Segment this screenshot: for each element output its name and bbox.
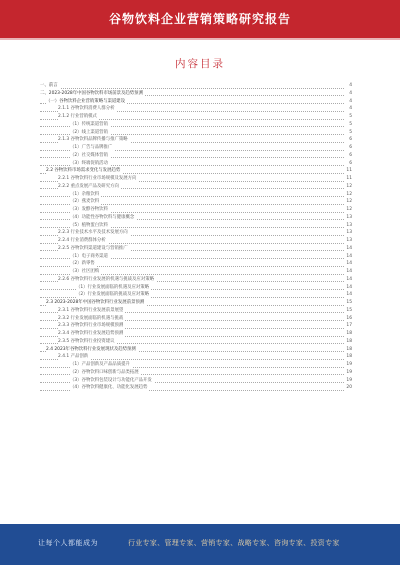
toc-entry-label: 2.2.3 行业技术水平及技术发展方向	[58, 230, 128, 236]
toc-entry-label: 2.2.6 谷物饮料行业发展的机遇与挑战及应对策略	[58, 276, 154, 282]
toc-entry-page: 20	[346, 385, 352, 391]
toc-entry-page: 14	[346, 253, 352, 259]
table-of-contents	[40, 82, 352, 392]
toc-entry[interactable]	[40, 136, 352, 144]
toc-entry-label: 2.4 2023年谷物饮料行业发展现状及趋势预测	[46, 346, 136, 352]
toc-entry[interactable]	[40, 260, 352, 268]
toc-entry-label: 2.4.1 产品创新	[58, 354, 89, 360]
toc-entry-label: 2.1.3 谷物饮料品牌传播与推广策略	[58, 137, 128, 143]
toc-entry-page: 5	[349, 114, 352, 119]
toc-entry[interactable]	[40, 291, 352, 299]
toc-entry-page: 18	[346, 354, 352, 360]
toc-entry-page: 12	[346, 199, 352, 205]
toc-entry[interactable]	[40, 361, 352, 369]
toc-entry-label: （一）谷物饮料企业营销策略与渠道建设	[46, 98, 126, 104]
toc-entry[interactable]	[40, 377, 352, 385]
footer-slogan: 让每个人都能成为	[38, 539, 98, 547]
toc-entry[interactable]	[40, 315, 352, 323]
toc-entry-page: 6	[349, 152, 352, 158]
toc-entry-label: （3）发酵谷物饮料	[70, 207, 108, 212]
toc-entry[interactable]	[40, 299, 352, 307]
toc-entry[interactable]	[40, 82, 352, 90]
toc-entry[interactable]	[40, 152, 352, 160]
toc-entry-page: 6	[349, 160, 352, 166]
toc-entry-label: 一、前言	[40, 83, 58, 88]
toc-entry-page: 4	[349, 98, 352, 104]
toc-entry-label: （3）谷物饮料包装设计与功能化产品开发	[70, 377, 152, 383]
toc-entry-page: 12	[346, 191, 352, 197]
toc-entry-page: 19	[346, 362, 352, 367]
toc-entry-label: （2）社交媒体营销	[70, 152, 108, 158]
toc-entry-page: 13	[346, 230, 352, 236]
toc-entry[interactable]	[40, 105, 352, 113]
toc-entry[interactable]	[40, 183, 352, 191]
header-divider	[0, 38, 400, 40]
report-header	[0, 0, 400, 38]
toc-entry-page: 5	[349, 129, 352, 135]
page-footer	[0, 524, 400, 565]
toc-entry[interactable]	[40, 369, 352, 377]
toc-entry-label: （1）行业发展面临的机遇及应对策略	[76, 284, 150, 290]
toc-entry[interactable]	[40, 167, 352, 175]
toc-entry[interactable]	[40, 191, 352, 199]
toc-entry[interactable]	[40, 206, 352, 214]
toc-entry-page: 4	[349, 106, 352, 112]
toc-entry[interactable]	[40, 237, 352, 245]
toc-entry-page: 15	[346, 300, 352, 305]
toc-entry-label: （2）燕麦饮料	[70, 199, 100, 205]
toc-entry[interactable]	[40, 322, 352, 330]
footer-expert-list: 行业专家、管理专家、营销专家、战略专家、咨询专家、投资专家	[128, 539, 340, 547]
report-title: 谷物饮料企业营销策略研究报告	[108, 12, 291, 26]
toc-entry[interactable]	[40, 129, 352, 137]
toc-entry-label: 2.3.3 谷物饮料行业市场规模预测	[58, 323, 124, 329]
toc-entry[interactable]	[40, 160, 352, 168]
toc-entry-page: 15	[346, 307, 352, 313]
toc-entry-label: （3）终端促销活动	[70, 160, 108, 166]
toc-entry-page: 11	[346, 168, 352, 174]
toc-entry-label: 二、2023-2028年中国谷物饮料市场前景及趋势预测	[40, 90, 143, 96]
toc-entry[interactable]	[40, 222, 352, 230]
toc-entry[interactable]	[40, 229, 352, 237]
toc-entry-label: （4）谷物饮料健康化、功能化发展趋势	[70, 385, 148, 391]
toc-entry-label: 2.3.4 谷物饮料行业发展趋势预测	[58, 331, 124, 336]
toc-entry-page: 13	[346, 222, 352, 228]
toc-entry[interactable]	[40, 198, 352, 206]
toc-entry[interactable]	[40, 144, 352, 152]
toc-entry-label: （1）广告与品牌推广	[70, 145, 113, 150]
toc-entry-label: （1）产品创新及产品品质提升	[70, 362, 130, 367]
toc-entry-label: 2.1.2 行业营销模式	[58, 114, 97, 119]
toc-entry[interactable]	[40, 175, 352, 183]
toc-heading: 内容目录	[175, 58, 225, 70]
toc-entry-label: （3）社区团购	[70, 269, 100, 274]
toc-entry-page: 13	[346, 238, 352, 243]
toc-entry[interactable]	[40, 90, 352, 98]
toc-entry-label: （2）线上渠道营销	[70, 129, 108, 135]
toc-entry-page: 16	[346, 315, 352, 321]
toc-entry-label: （5）植物蛋白饮料	[70, 222, 108, 228]
toc-entry-page: 12	[346, 183, 352, 189]
toc-entry-page: 18	[346, 338, 352, 344]
toc-entry-page: 4	[349, 90, 352, 96]
toc-entry-label: 2.3 2023-2028年中国谷物饮料行业发展前景预测	[46, 300, 145, 305]
toc-entry[interactable]	[40, 307, 352, 315]
toc-entry-label: 2.2.1 谷物饮料行业市场规模及发展方向	[58, 176, 137, 181]
toc-entry[interactable]	[40, 338, 352, 346]
toc-entry-label: 2.3.1 谷物饮料行业发展前景展望	[58, 307, 124, 313]
toc-entry-page: 18	[346, 331, 352, 336]
toc-entry-label: （1）传统渠道营销	[70, 121, 108, 127]
toc-entry-page: 14	[346, 284, 352, 290]
toc-entry-page: 12	[346, 207, 352, 212]
toc-entry[interactable]	[40, 276, 352, 284]
toc-entry-page: 14	[346, 292, 352, 298]
toc-entry-label: （2）新零售	[70, 261, 95, 267]
toc-entry[interactable]	[40, 113, 352, 121]
toc-entry-page: 11	[346, 176, 352, 181]
toc-entry-label: 2.3.2 行业发展面临的机遇与挑战	[58, 315, 124, 321]
toc-entry-label: 2.1.1 谷物饮料消费人群分析	[58, 106, 115, 112]
toc-entry-page: 6	[349, 145, 352, 150]
toc-entry-label: 2.2.5 谷物饮料渠道建设与营销推广	[58, 245, 128, 251]
toc-entry[interactable]	[40, 121, 352, 129]
toc-entry-page: 14	[346, 261, 352, 267]
toc-entry-page: 6	[349, 137, 352, 143]
toc-entry-page: 13	[346, 214, 352, 220]
toc-entry-page: 5	[349, 121, 352, 127]
toc-entry-page: 17	[346, 323, 352, 329]
toc-entry-label: 2.2.4 行业消费群体分析	[58, 238, 106, 243]
toc-leader-dots	[40, 82, 344, 89]
toc-entry-label: （1）电子商务渠道	[70, 253, 108, 259]
toc-entry[interactable]	[40, 330, 352, 338]
toc-entry[interactable]	[40, 214, 352, 222]
toc-entry-label: 2.2 谷物饮料市场需求变化与发展趋势	[46, 168, 121, 174]
toc-entry[interactable]	[40, 284, 352, 292]
toc-entry[interactable]	[40, 346, 352, 354]
toc-entry-page: 14	[346, 269, 352, 274]
toc-entry[interactable]	[40, 268, 352, 276]
toc-entry[interactable]	[40, 384, 352, 392]
toc-entry-label: 2.2.2 重点发展产品及研究方向	[58, 183, 119, 189]
toc-entry-label: （4）功能性谷物饮料与健康概念	[70, 214, 135, 220]
toc-entry-page: 14	[346, 276, 352, 282]
toc-entry-page: 4	[349, 83, 352, 88]
toc-entry-page: 19	[346, 369, 352, 375]
toc-entry-page: 19	[346, 377, 352, 383]
toc-entry-label: （2）谷物饮料口味创新与品类拓展	[70, 369, 139, 375]
toc-entry[interactable]	[40, 98, 352, 106]
toc-entry[interactable]	[40, 353, 352, 361]
toc-entry-label: （2）行业发展面临的挑战及应对策略	[76, 292, 150, 298]
toc-entry-page: 18	[346, 346, 352, 352]
toc-entry-label: （1）杂粮饮料	[70, 191, 100, 197]
toc-entry[interactable]	[40, 253, 352, 261]
toc-entry[interactable]	[40, 245, 352, 253]
toc-entry-label: 2.3.5 谷物饮料行业投资建议	[58, 338, 115, 344]
toc-entry-page: 14	[346, 245, 352, 251]
